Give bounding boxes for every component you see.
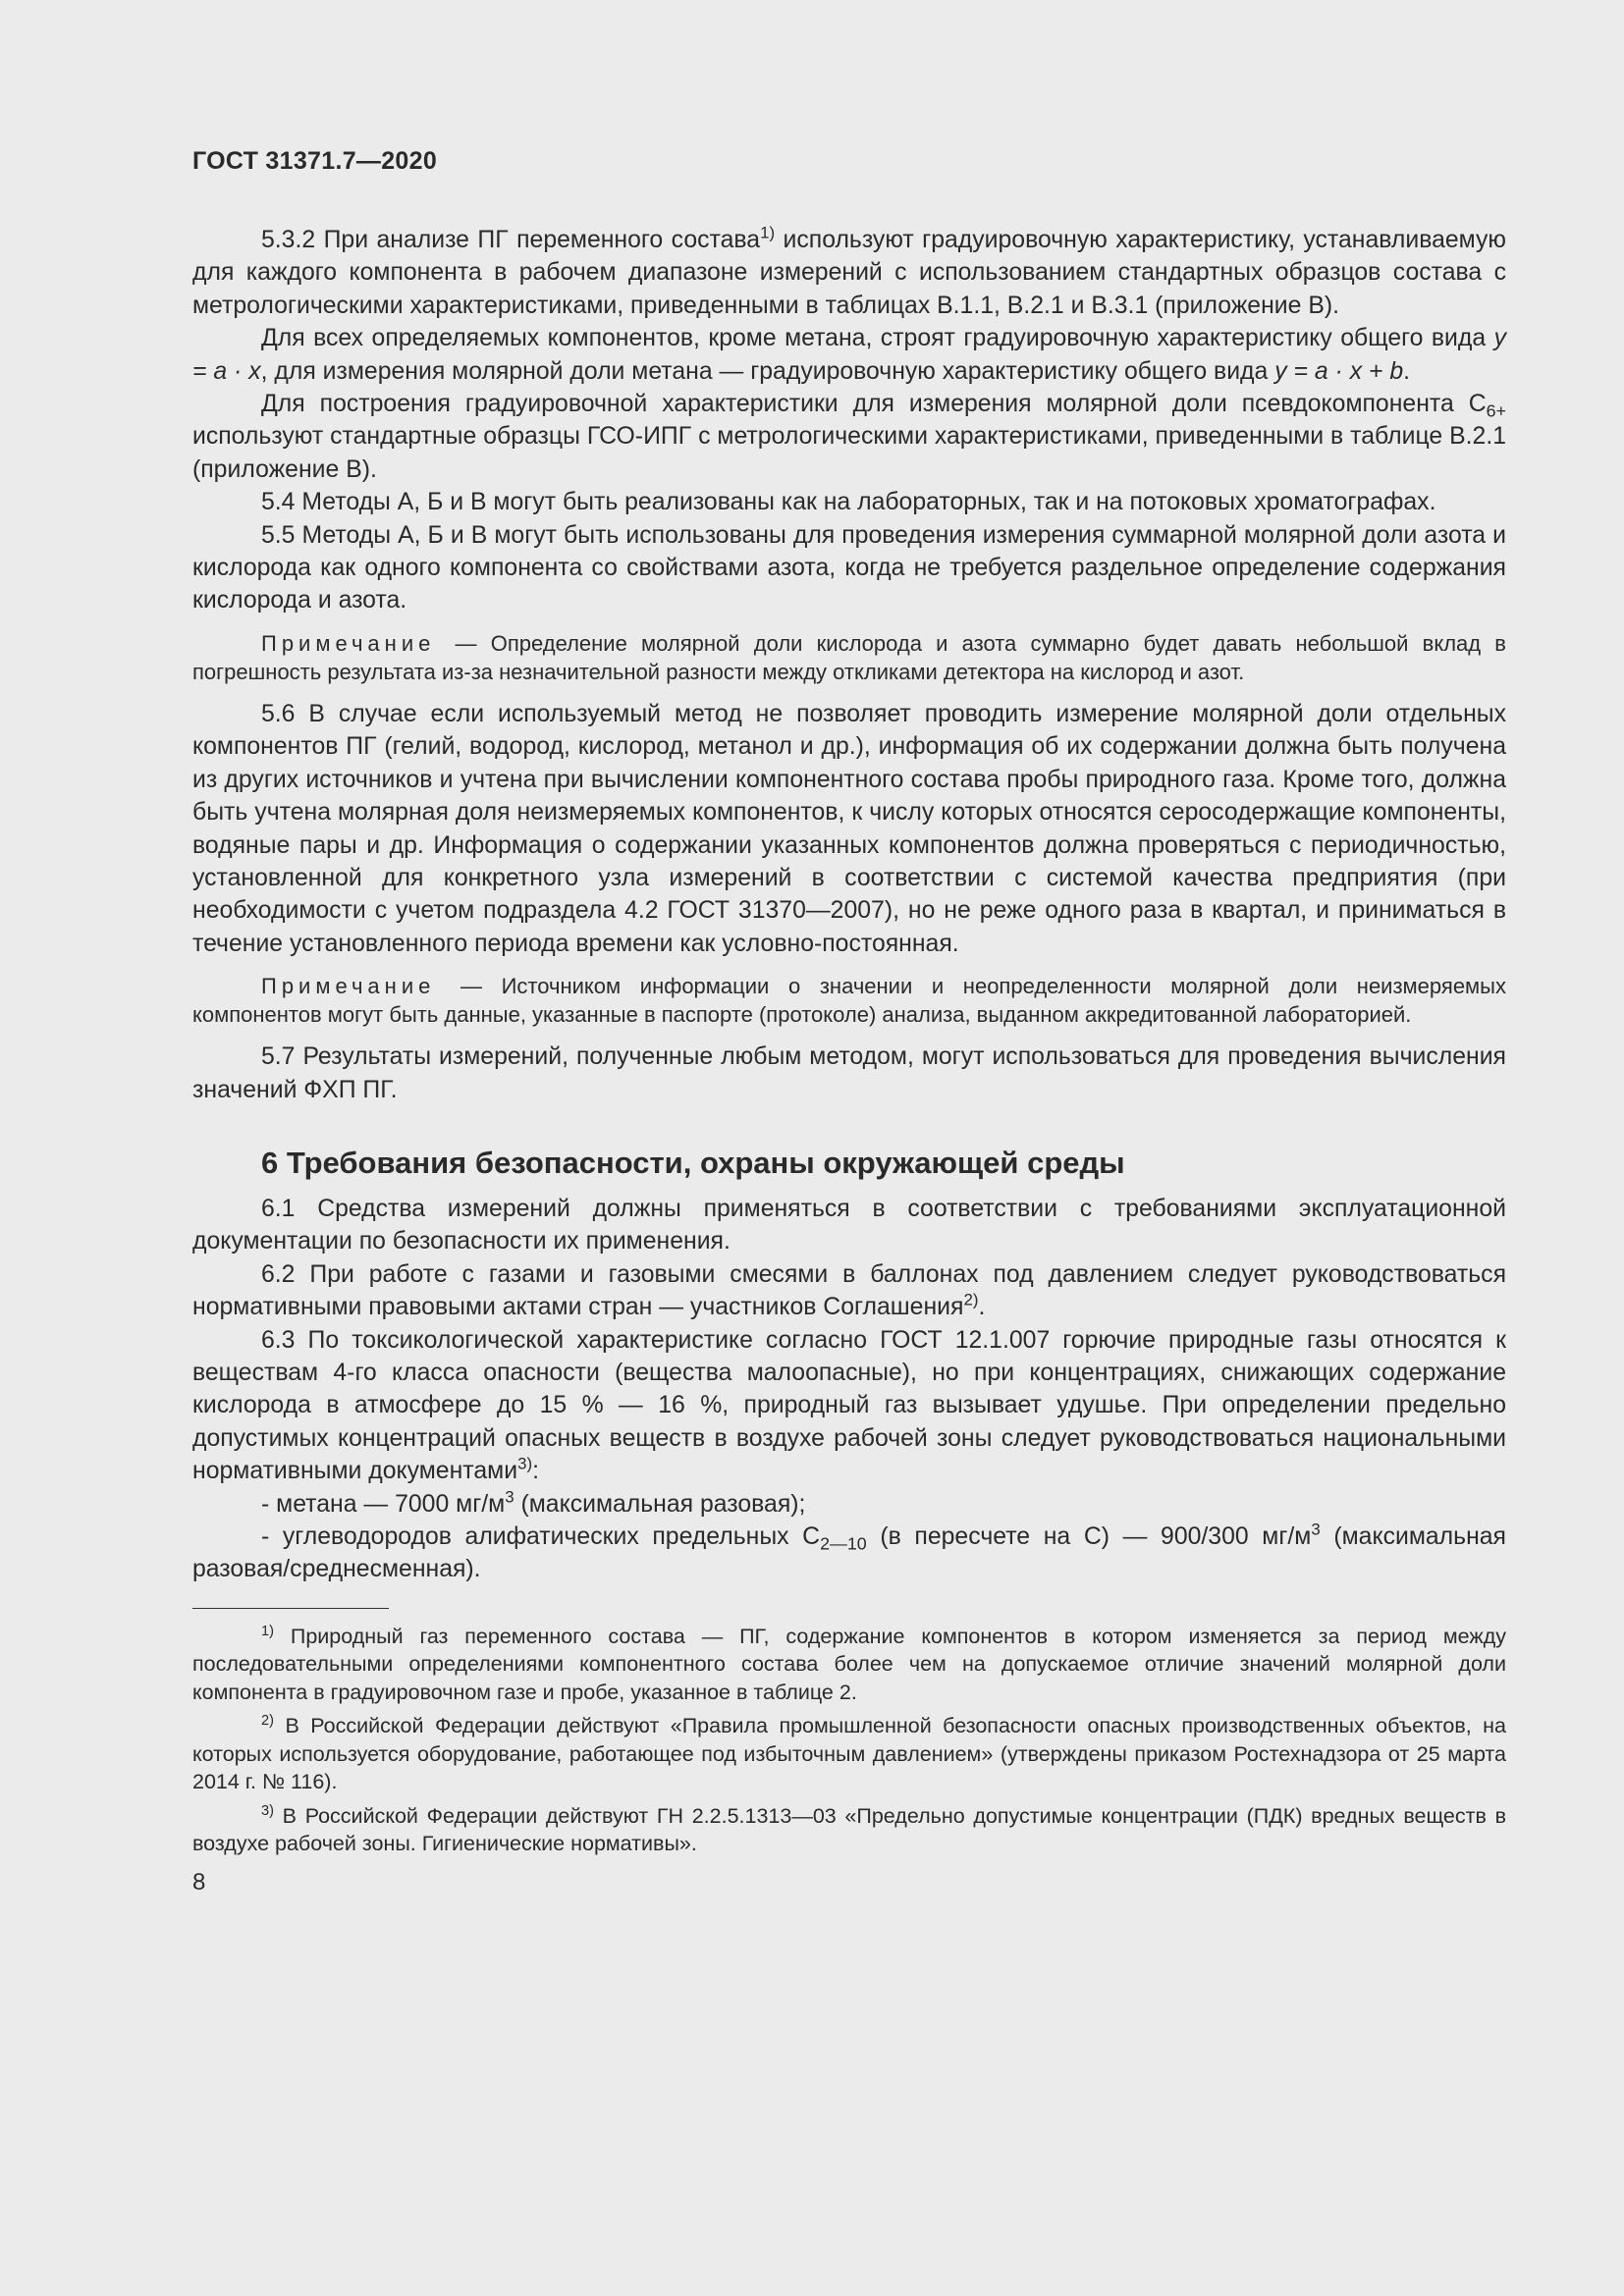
paragraph-6-3: [192, 1324, 1506, 1488]
paragraph-c6-calibration: [192, 388, 1506, 486]
text: (максимальная разовая);: [514, 1490, 806, 1518]
list-item-methane: [192, 1488, 1506, 1521]
page-number: 8: [192, 1868, 206, 1896]
note-label: Примечание: [261, 630, 436, 656]
footnote-2: [192, 1712, 1506, 1796]
paragraph-5-3-2: [192, 224, 1506, 322]
text: - углеводородов алифатических предельных С: [261, 1523, 821, 1550]
text: используют стандартные образцы ГСО-ИПГ с метрологическими характеристиками, приведенными в таблице В.2.1 (приложение В).: [192, 423, 1506, 483]
footnote-ref[interactable]: 3): [517, 1454, 533, 1473]
paragraph-calibration-general: [192, 322, 1506, 388]
note-text: — Определение молярной доли кислорода и азота суммарно будет давать небольшой вклад в погрешность результата из-за незначительной разности между откликами детектора на кислород и азот.: [192, 630, 1506, 684]
footnote-3: [192, 1802, 1506, 1858]
subscript: 6+: [1486, 400, 1506, 421]
note-1: [192, 629, 1506, 686]
text: (в пересчете на С) — 900/300 мг/м: [866, 1523, 1312, 1550]
paragraph-5-6: 5.6 В случае если используемый метод не позволяет проводить измерение молярной доли отдельных компонентов ПГ (гелий, водород, кислород, метанол и др.), информация об их содержании должна быть получена из других источников и учтена при вычислении компонентного состава пробы природного газа. Кроме того, должна быть учтена молярная доля неизмеряемых компонентов, к числу которых относятся серосодержащие компоненты, водяные пары и др. Информация о содержании указанных компонентов должна проверяться с периодичностью, установленной для конкретного узла измерений в соответствии с системой качества предприятия (при необходимости с учетом подраздела 4.2 ГОСТ 31370—2007), но не реже одного раза в квартал, и приниматься в течение установленного периода времени как условно-постоянная.: [192, 700, 1506, 957]
text: .: [978, 1294, 986, 1321]
footnote-ref[interactable]: 1): [760, 223, 776, 242]
formula: y = a · x + b: [1274, 357, 1404, 385]
text: Для построения градуировочной характеристики для измерения молярной доли псевдокомпонента С: [261, 391, 1487, 418]
formula: y = a · x: [192, 325, 1506, 385]
text: 6.3 По токсикологической характеристике согласно ГОСТ 12.1.007 горючие природные газы относятся к веществам 4-го класса опасности (вещества малоопасные), но при концентрациях, снижающих содержание кислорода в атмосфере до 15 % — 16 %, природный газ вызывает удушье. При определении предельно допустимых концентраций опасных веществ в воздухе рабочей зоны следует руководствоваться национальными нормативными документами: [192, 1326, 1506, 1485]
text: .: [1403, 357, 1411, 385]
footnote-text: В Российской Федерации действуют «Правила промышленной безопасности опасных производственных объектов, на которых используется оборудование, работающее под избыточным давлением» (утверждены приказом Ростехнадзора от 25 марта 2014 г. № 116).: [192, 1714, 1506, 1794]
note-2: [192, 972, 1506, 1029]
document-header: ГОСТ 31371.7—2020: [192, 147, 438, 175]
subscript: 2—10: [820, 1533, 867, 1554]
text: Для всех определяемых компонентов, кроме метана, строят градуировочную характеристику общего вида: [261, 325, 1494, 352]
paragraph-5-7: 5.7 Результаты измерений, полученные любым методом, могут использоваться для проведения вычисления значений ФХП ПГ.: [192, 1043, 1506, 1103]
footnote-1: [192, 1623, 1506, 1707]
section-6-heading: 6 Требования безопасности, охраны окружающей среды: [261, 1145, 1125, 1180]
footnote-mark: 3): [261, 1802, 274, 1819]
footnote-text: Природный газ переменного состава — ПГ, содержание компонентов в котором изменяется за период между последовательными определениями компонентного состава более чем на допускаемое отличие значений молярной доли компонента в градуировочном газе и пробе, указанное в таблице 2.: [192, 1624, 1506, 1704]
text: , для измерения молярной доли метана — градуировочную характеристику общего вида: [260, 357, 1275, 385]
paragraph-5-5: 5.5 Методы А, Б и В могут быть использованы для проведения измерения суммарной молярной доли азота и кислорода как одного компонента со свойствами азота, когда не требуется раздельное определение содержания кислорода и азота.: [192, 521, 1506, 614]
list-item-hydrocarbons: [192, 1521, 1506, 1586]
note-text: — Источником информации о значении и неопределенности молярной доли неизмеряемых компонентов могут быть данные, указанные в паспорте (протоколе) анализа, выданном аккредитованной лабораторией.: [192, 974, 1506, 1028]
paragraph-5-4: 5.4 Методы А, Б и В могут быть реализованы как на лабораторных, так и на потоковых хроматографах.: [261, 489, 1436, 516]
paragraph-6-1: 6.1 Средства измерений должны применяться в соответствии с требованиями эксплуатационной документации по безопасности их применения.: [192, 1195, 1506, 1255]
text: 5.3.2 При анализе ПГ переменного состава: [261, 227, 761, 253]
text: 6.2 При работе с газами и газовыми смесями в баллонах под давлением следует руководствоваться нормативными правовыми актами стран — участников Соглашения: [192, 1260, 1506, 1321]
superscript: 3: [1311, 1520, 1321, 1539]
document-body: [192, 224, 1506, 1898]
footnote-ref[interactable]: 2): [963, 1290, 979, 1309]
footnote-text: В Российской Федерации действуют ГН 2.2.5.1313—03 «Предельно допустимые концентрации (ПДК) вредных веществ в воздухе рабочей зоны. Гигиенические нормативы».: [192, 1803, 1506, 1856]
text: используют градуировочную характеристику, устанавливаемую для каждого компонента в рабочем диапазоне измерений с использованием стандартных образцов состава с метрологическими характеристиками, приведенными в таблицах В.1.1, В.2.1 и В.3.1 (приложение В).: [192, 227, 1506, 319]
text: - метана — 7000 мг/м: [261, 1490, 506, 1518]
text: (максимальная разовая/среднесменная).: [192, 1523, 1506, 1583]
paragraph-6-2: [192, 1258, 1506, 1324]
text: :: [532, 1458, 539, 1485]
footnote-mark: 1): [261, 1623, 274, 1639]
note-label: Примечание: [261, 974, 436, 999]
footnote-divider: [192, 1608, 389, 1609]
superscript: 3: [505, 1487, 514, 1507]
footnote-mark: 2): [261, 1713, 274, 1730]
